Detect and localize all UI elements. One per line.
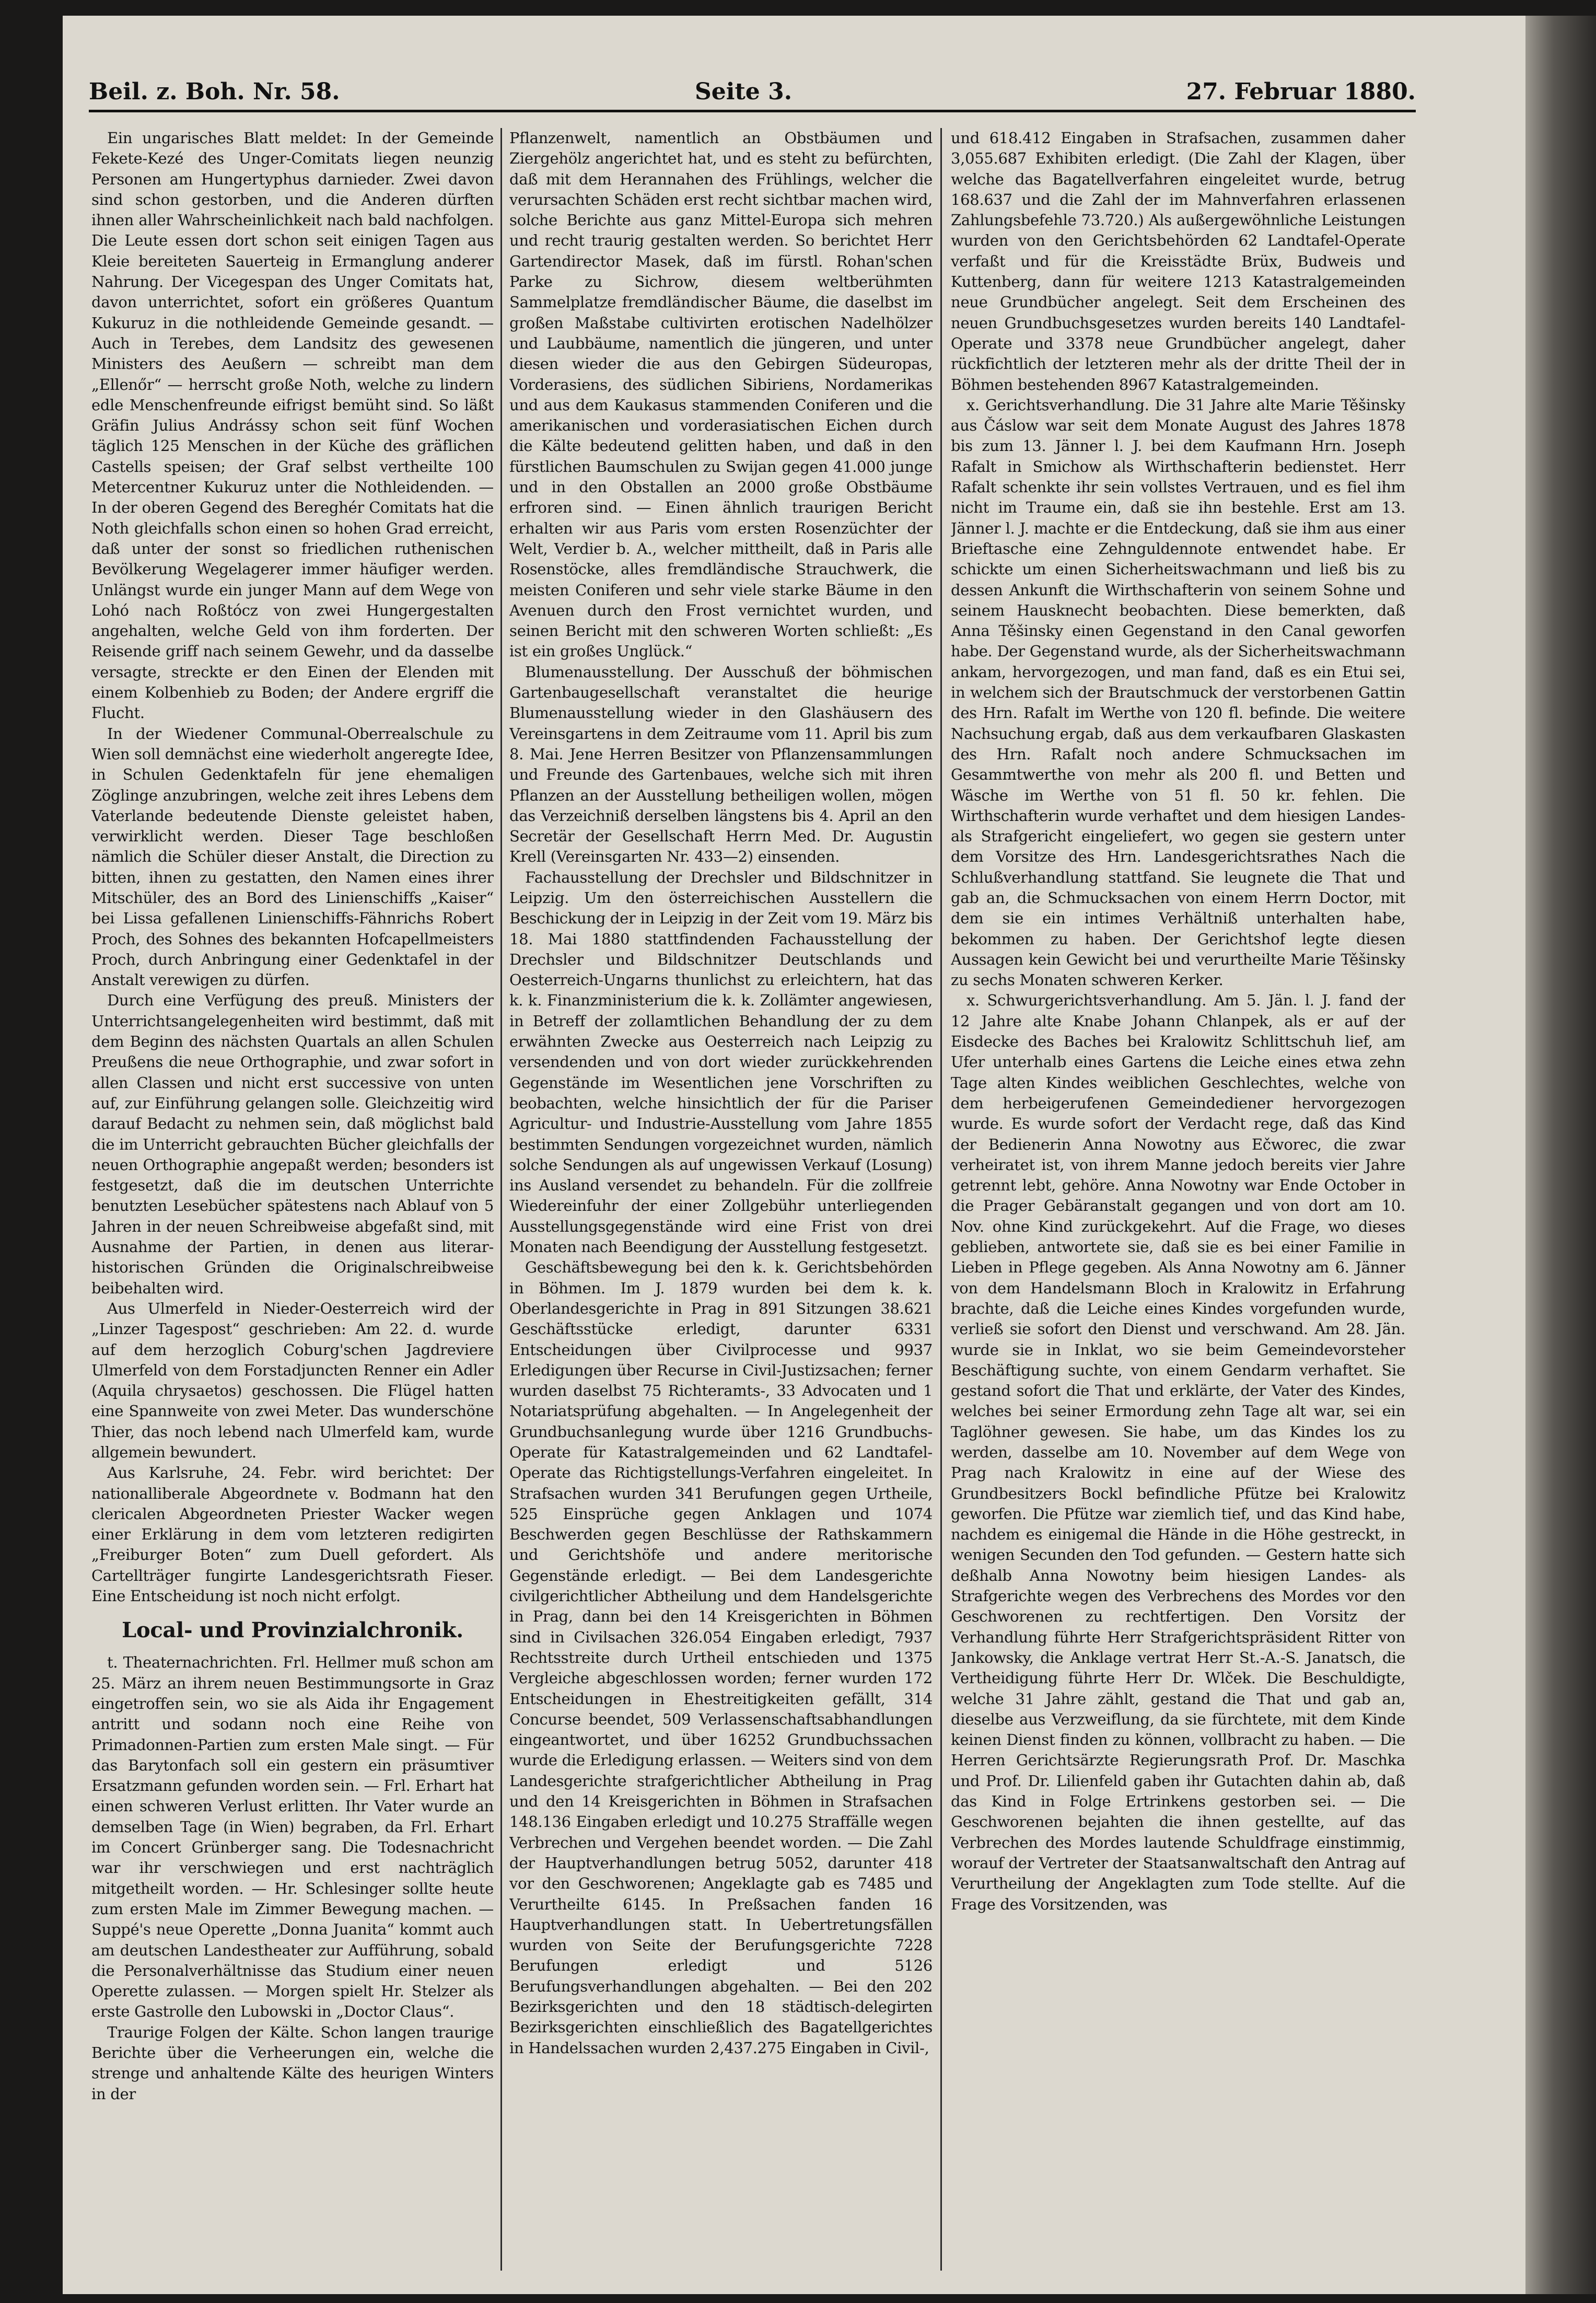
column-2 (509, 128, 933, 2265)
article-paragraph: Pflanzenwelt, namentlich an Obstbäumen und Ziergehölz angerichtet hat, und es steht zu befürchten, daß mit dem Herannahen des Frühlings, welcher die verursachten Schäden erst recht sichtbar machen wird, solche Berichte aus ganz Mittel-Europa sich mehren und recht traurig gestalten werden. So berichtet Herr Gartendirector Masek, daß im fürstl. Rohan'schen Parke zu Sichrow, diesem weltberühmten Sammelplatze fremdländischer Bäume, die daselbst im großen Maßstabe cultivirten erotischen Nadelhölzer und Laubbäume, namentlich die jüngeren, und unter diesen wieder die aus den Gebirgen Südeuropas, Vorderasiens, des südlichen Sibiriens, Nordamerikas und aus dem Kaukasus stammenden Coniferen und die amerikanischen und vorderasiatischen Eichen durch die Kälte bedeutend gelitten haben, und daß in den fürstlichen Baumschulen zu Swijan gegen 41.000 junge und in den Obstallen an 2000 große Obstbäume erfroren sind. — Einen ähnlich traurigen Bericht erhalten wir aus Paris vom ersten Rosenzüchter der Welt, Verdier b. A., welcher mittheilt, daß in Paris alle Rosenstöcke, alles fremdländische Strauchwerk, die meisten Coniferen und sehr viele starke Bäume in den Avenuen durch den Frost vernichtet wurden, und seinen Bericht mit den schweren Worten schließt: „Es ist ein großes Unglück.“ (509, 129, 933, 661)
article-paragraph: Durch eine Verfügung des preuß. Ministers der Unterrichtsangelegenheiten wird bestimmt, daß mit dem Beginn des nächsten Quartals an allen Schulen Preußens die neue Orthographie, und zwar sofort in allen Classen und nicht erst successive von unten auf, zur Einführung gelangen solle. Gleichzeitig wird darauf Bedacht zu nehmen sein, daß möglichst bald die im Unterricht gebrauchten Bücher gleichfalls der neuen Orthographie angepaßt werden; besonders ist festgesetzt, daß die im deutschen Unterrichte benutzten Lesebücher spätestens nach Ablauf von 5 Jahren in der neuen Schreibweise abgefaßt sind, mit Ausnahme der Partien, in denen aus literar-historischen Gründen die Originalschreibweise beibehalten wird. (91, 991, 494, 1297)
column-3 (951, 128, 1405, 2265)
article-paragraph: Geschäftsbewegung bei den k. k. Gerichtsbehörden in Böhmen. Im J. 1879 wurden bei dem k. k. Oberlandesgerichte in Prag in 891 Sitzungen 38.621 Geschäftsstücke erledigt, darunter 6331 Entscheidungen über Civilprocesse und 9937 Erledigungen über Recurse in Civil-Justizsachen; ferner wurden daselbst 75 Richteramts-, 33 Advocaten und 1 Notariatsprüfung abgehalten. — In Angelegenheit der Grundbuchsanlegung wurde über 1216 Grundbuchs-Operate für Katastralgemeinden und 62 Landtafel-Operate das Richtigstellungs-Verfahren eingeleitet. In Strafsachen wurden 341 Berufungen gegen Urtheile, 525 Einsprüche gegen Anklagen und 1074 Beschwerden gegen Beschlüsse der Rathskammern und Gerichtshöfe und andere meritorische Gegenstände erledigt. — Bei dem Landesgerichte civilgerichtlicher Abtheilung und dem Handelsgerichte in Prag, dann bei den 14 Kreisgerichten in Böhmen sind in Civilsachen 326.054 Eingaben erledigt, 7937 Rechtsstreite durch Urtheil entschieden und 1375 Vergleiche abgeschlossen worden; ferner wurden 172 Entscheidungen in Ehestreitigkeiten gefällt, 314 Concurse beendet, 509 Verlassenschaftsabhandlungen eingeantwortet, und über 16252 Grundbuchssachen wurde die Erledigung erlassen. — Weiters sind von dem Landesgerichte strafgerichtlicher Abtheilung in Prag und den 14 Kreisgerichten in Böhmen in Strafsachen 148.136 Eingaben erledigt und 10.275 Straffälle wegen Verbrechen und Vergehen beendet worden. — Die Zahl der Hauptverhandlungen betrug 5052, darunter 418 vor den Geschworenen; Angeklagte gab es 7485 und Verurtheilte 6145. In Preßsachen fanden 16 Hauptverhandlungen statt. In Uebertretungsfällen wurden von Seite der Berufungsgerichte 7228 Berufungen erledigt und 5126 Berufungsverhandlungen abgehalten. — Bei den 202 Bezirksgerichten und den 18 städtisch-delegirten Bezirksgerichten einschließlich des Bagatellgerichtes in Handelssachen wurden 2,437.275 Eingaben in Civil-, (509, 1258, 933, 2057)
page-header (89, 78, 1416, 110)
issue-label: Beil. z. Boh. Nr. 58. (89, 78, 340, 105)
article-paragraph: x. Schwurgerichtsverhandlung. Am 5. Jän. l. J. fand der 12 Jahre alte Knabe Johann Chlanpek, als er auf der Eisdecke des Baches bei Kralowitz Schlittschuh lief, am Ufer unterhalb eines Gartens die Leiche eines etwa zehn Tage alten Kindes weiblichen Geschlechtes, welche von dem herbeigerufenen Gemeindediener hervorgezogen wurde. Es wurde sofort der Verdacht rege, daß das Kind der Bedienerin Anna Nowotny aus Ečworec, die zwar verheiratet ist, von ihrem Manne jedoch bereits vier Jahre getrennt lebt, gehöre. Anna Nowotny war Ende October in die Prager Gebäranstalt gegangen und von dort am 10. Nov. ohne Kind zurückgekehrt. Auf die Frage, wo dieses geblieben, antwortete sie, daß sie es bei einer Familie in Lieben in Pflege gegeben. Als Anna Nowotny am 6. Jänner von dem Handelsmann Bloch in Kralowitz in Erfahrung brachte, daß die Leiche eines Kindes vorgefunden wurde, verließ sie sofort den Dienst und verschwand. Am 28. Jän. wurde sie in Inklat, wo sie beim Gemeindevorsteher Beschäftigung suchte, von einem Gendarm verhaftet. Sie gestand sofort die That und erklärte, der Vater des Kindes, welches bei seiner Ermordung zehn Tage alt war, sei ein Taglöhner gewesen. Sie habe, um das Kindes los zu werden, dasselbe am 10. November auf dem Wege von Prag nach Kralowitz in eine auf der Wiese des Grundbesitzers Bockl befindliche Pfütze bei Kralowitz geworfen. Die Pfütze war ziemlich tief, und das Kind habe, nachdem es einigemal die Hände in die Höhe gestreckt, in wenigen Secunden den Tod gefunden. — Gestern hatte sich deßhalb Anna Nowotny beim hiesigen Landes- als Strafgerichte wegen des Verbrechens des Mordes vor den Geschworenen zu rechtfertigen. Den Vorsitz der Verhandlung führte Herr Strafgerichtspräsident Ritter von Jankowsky, die Anklage vertrat Herr St.-A.-S. Janatsch, die Vertheidigung führte Herr Dr. Wlček. Die Beschuldigte, welche 31 Jahre zählt, gestand die That und gab an, dieselbe aus Verzweiflung, da sie fürchtete, mit dem Kinde keinen Dienst finden zu können, vollbracht zu haben. — Die Herren Gerichtsärzte Regierungsrath Prof. Dr. Maschka und Prof. Dr. Lilienfeld gaben ihr Gutachten dahin ab, daß das Kind in Folge Ertrinkens gestorben sei. — Die Geschworenen bejahten die ihnen gestellte, auf das Verbrechen des Mordes lautende Schuldfrage einstimmig, worauf der Vertreter der Staatsanwaltschaft den Antrag auf Verurtheilung der Angeklagten zum Tode stellte. Auf die Frage des Vorsitzenden, was (951, 991, 1405, 1913)
article-paragraph: Ein ungarisches Blatt meldet: In der Gemeinde Fekete-Kezé des Unger-Comitats liegen neunzig Personen am Hungertyphus darnieder. Zwei davon sind schon gestorben, und die Anderen dürften ihnen aller Wahrscheinlichkeit nach bald nachfolgen. Die Leute essen dort schon seit einigen Tagen aus Kleie bereiteten Sauerteig in Ermanglung anderer Nahrung. Der Vicegespan des Unger Comitats hat, davon unterrichtet, sofort ein größeres Quantum Kukuruz in die nothleidende Gemeinde gesandt. — Auch in Terebes, dem Landsitz des gewesenen Ministers des Aeußern — schreibt man dem „Ellenőr“ — herrscht große Noth, welche zu lindern edle Menschenfreunde eifrigst bemüht sind. So läßt Gräfin Julius Andrássy schon seit fünf Wochen täglich 125 Menschen in der Küche des gräflichen Castells speisen; der Graf selbst vertheilte 100 Metercentner Kukuruz unter die Nothleidenden. — In der oberen Gegend des Bereghér Comitats hat die Noth gleichfalls schon einen so hohen Grad erreicht, daß unter der sonst so friedlichen ruthenischen Bevölkerung Wegelagerer immer häufiger werden. Unlängst wurde ein junger Mann auf dem Wege von Lohó nach Roßtócz von zwei Hungergestalten angehalten, welche Geld von ihm forderten. Der Reisende griff nach seinem Gewehr, und da dasselbe versagte, streckte er den Einen der Elenden mit einem Kolbenhieb zu Boden; der Andere ergriff die Flucht. (91, 129, 494, 722)
article-paragraph: In der Wiedener Communal-Oberrealschule zu Wien soll demnächst eine wiederholt angeregte Idee, in Schulen Gedenktafeln für jene ehemaligen Zöglinge anzubringen, welche zeit ihres Lebens dem Vaterlande bedeutende Dienste geleistet haben, verwirklicht werden. Dieser Tage beschloßen nämlich die Schüler dieser Anstalt, die Direction zu bitten, ihnen zu gestatten, den Namen eines ihrer Mitschüler, des an Bord des Linienschiffs „Kaiser“ bei Lissa gefallenen Linienschiffs-Fähnrichs Robert Proch, des Sohnes des bekannten Hofcapellmeisters Proch, durch Anbringung einer Gedenktafel in der Anstalt verewigen zu dürfen. (91, 724, 494, 989)
issue-date: 27. Februar 1880. (1186, 78, 1416, 105)
section-heading: Local- und Provinzialchronik. (122, 1618, 463, 1643)
article-paragraph: Blumenausstellung. Der Ausschuß der böhmischen Gartenbaugesellschaft veranstaltet die heurige Blumenausstellung wieder in den Glashäusern des Vereinsgartens in dem Zeitraume vom 11. April bis zum 8. Mai. Jene Herren Besitzer von Pflanzensammlungen und Freunde des Gartenbaues, welche sich mit ihren Pflanzen an der Ausstellung betheiligen wollen, mögen das Verzeichniß derselben längstens bis 4. April an den Secretär der Gesellschaft Herrn Med. Dr. Augustin Krell (Vereinsgarten Nr. 433—2) einsenden. (509, 663, 933, 866)
column-rule (500, 128, 502, 2271)
article-paragraph: Aus Ulmerfeld in Nieder-Oesterreich wird der „Linzer Tagespost“ geschrieben: Am 22. d. wurde auf dem herzoglich Coburg'schen Jagdreviere Ulmerfeld von dem Forstadjuncten Renner ein Adler (Aquila chrysaetos) geschossen. Die Flügel hatten eine Spannweite von zwei Meter. Das wunderschöne Thier, das noch lebend nach Ulmerfeld kam, wurde allgemein bewundert. (91, 1299, 494, 1461)
book-binding (1525, 16, 1596, 2294)
header-rule (89, 110, 1416, 112)
article-paragraph: t. Theaternachrichten. Frl. Hellmer muß schon am 25. März an ihrem neuen Bestimmungsorte in Graz eingetroffen sein, wo sie als Aida ihr Engagement antritt und sodann noch eine Reihe von Primadonnen-Partien zum ersten Male singt. — Für das Barytonfach soll ein gestern ein präsumtiver Ersatzmann gefunden worden sein. — Frl. Erhart hat einen schweren Verlust erlitten. Ihr Vater wurde an demselben Tage (in Wien) begraben, da Frl. Erhart im Concert Grünberger sang. Die Todesnachricht war ihr verschwiegen und erst nachträglich mitgetheilt worden. — Hr. Schlesinger sollte heute zum ersten Male im Zimmer Bewegung machen. — Suppé's neue Operette „Donna Juanita“ kommt auch am deutschen Landestheater zur Aufführung, sobald die Personalverhältnisse das Studium einer neuen Operette zulassen. — Morgen spielt Hr. Stelzer als erste Gastrolle den Lubowski in „Doctor Claus“. (91, 1653, 494, 2021)
article-paragraph: Fachausstellung der Drechsler und Bildschnitzer in Leipzig. Um den österreichischen Ausstellern die Beschickung der in Leipzig in der Zeit vom 19. März bis 18. Mai 1880 stattfindenden Fachausstellung der Drechsler und Bildschnitzer Deutschlands und Oesterreich-Ungarns thunlichst zu erleichtern, hat das k. k. Finanzministerium die k. k. Zollämter angewiesen, in Betreff der zollamtlichen Behandlung der zu dem erwähnten Zwecke aus Oesterreich nach Leipzig zu versendenden und von dort wieder zurückkehrenden Gegenstände im Wesentlichen jene Vorschriften zu beobachten, welche hinsichtlich der für die Pariser Agricultur- und Industrie-Ausstellung vom Jahre 1855 bestimmten Sendungen vorgezeichnet wurden, nämlich solche Sendungen als auf ungewissen Verkauf (Losung) ins Ausland versendet zu behandeln. Für die zollfreie Wiedereinfuhr der einer Zollgebühr unterliegenden Ausstellungsgegenstände wird eine Frist von drei Monaten nach Beendigung der Ausstellung festgesetzt. (509, 868, 933, 1256)
article-paragraph: und 618.412 Eingaben in Strafsachen, zusammen daher 3,055.687 Exhibiten erledigt. (Die Zahl der Klagen, über welche das Bagatellverfahren eingeleitet wurde, betrug 168.637 und die Zahl der im Mahnverfahren erlassenen Zahlungsbefehle 73.720.) Als außergewöhnliche Leistungen wurden von den Gerichtsbehörden 62 Landtafel-Operate verfaßt und für die Kreisstädte Brüx, Budweis und Kuttenberg, dann für weitere 1213 Katastralgemeinden neue Grundbücher angelegt. Seit dem Erscheinen des neuen Grundbuchsgesetzes wurden bereits 140 Landtafel-Operate und 3378 neue Grundbücher angelegt, daher rückfichtlich der letzteren mehr als der dritte Theil der in Böhmen bestehenden 8967 Katastralgemeinden. (951, 129, 1405, 394)
column-1 (91, 128, 494, 2265)
page-number: Seite 3. (695, 78, 793, 105)
article-paragraph: Traurige Folgen der Kälte. Schon langen traurige Berichte über die Verheerungen ein, welche die strenge und anhaltende Kälte des heurigen Winters in der (91, 2023, 494, 2103)
article-paragraph: x. Gerichtsverhandlung. Die 31 Jahre alte Marie Těšinsky aus Čáslow war seit dem Monate August des Jahres 1878 bis zum 13. Jänner l. J. bei dem Kaufmann Hrn. Joseph Rafalt in Smichow als Wirthschafterin bedienstet. Herr Rafalt schenkte ihr sein vollstes Vertrauen, und es fiel ihm nicht im Traume ein, daß sie ihn bestehle. Erst am 13. Jänner l. J. machte er die Entdeckung, daß sie ihm aus einer Brieftasche eine Zehnguldennote entwendet habe. Er schickte um einen Sicherheitswachmann und ließ bis zu dessen Ankunft die Wirthschafterin von seinem Sohne und seinem Hausknecht beobachten. Diese bemerkten, daß Anna Těšinsky einen Gegenstand in den Canal geworfen habe. Der Gegenstand wurde, als der Sicherheitswachmann ankam, hervorgezogen, und man fand, daß es ein Etui sei, in welchem sich der Brautschmuck der verstorbenen Gattin des Hrn. Rafalt im Werthe von 120 fl. befinde. Die weitere Nachsuchung ergab, daß aus dem verkaufbaren Glaskasten des Hrn. Rafalt noch andere Schmucksachen im Gesammtwerthe von mehr als 200 fl. und Betten und Wäsche im Werthe von 51 fl. 50 kr. fehlen. Die Wirthschafterin wurde verhaftet und dem hiesigen Landes- als Strafgericht eingeliefert, wo gegen sie gestern unter dem Vorsitze des Hrn. Landesgerichtsrathes Nach die Schlußverhandlung stattfand. Sie leugnete die That und gab an, die Schmucksachen von einem Herrn Doctor, mit dem sie ein intimes Verhältniß unterhalten habe, bekommen zu haben. Der Gerichtshof legte diesen Aussagen kein Gewicht bei und verurtheilte Marie Těšinsky zu sechs Monaten schweren Kerker. (951, 396, 1405, 989)
column-rule (940, 128, 942, 2271)
article-paragraph: Aus Karlsruhe, 24. Febr. wird berichtet: Der nationalliberale Abgeordnete v. Bodmann hat den clericalen Abgeordneten Priester Wacker wegen einer Erklärung in dem vom letzteren redigirten „Freiburger Boten“ zum Duell gefordert. Als Cartellträger fungirte Landesgerichtsrath Fieser. Eine Entscheidung ist noch nicht erfolgt. (91, 1464, 494, 1605)
